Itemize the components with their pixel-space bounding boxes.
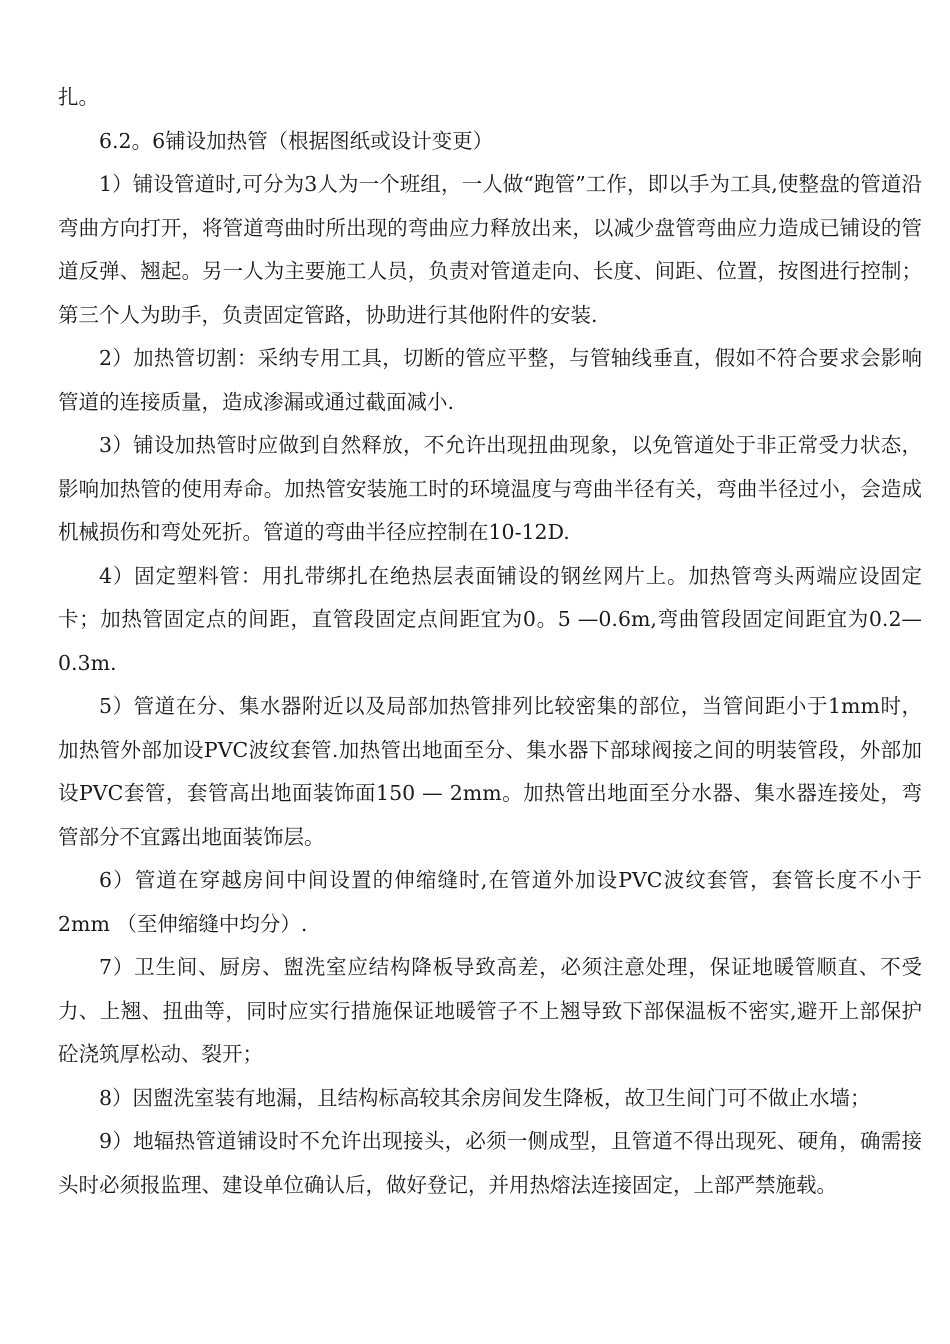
- paragraph-item-9: 9）地辐热管道铺设时不允许出现接头，必须一侧成型，且管道不得出现死、硬角，确需接头时必须报监理、建设单位确认后，做好登记，并用热熔法连接固定，上部严禁施载。: [58, 1129, 922, 1197]
- document-page: [58, 76, 922, 1207]
- paragraph-item-7: 7）卫生间、厨房、盥洗室应结构降板导致高差，必须注意处理，保证地暖管顺直、不受力、上翘、扭曲等，同时应实行措施保证地暖管子不上翘导致下部保温板不密实,避开上部保护砼浇筑厚松动、裂开；: [58, 955, 922, 1066]
- section-heading: 6.2。6铺设加热管（根据图纸或设计变更）: [99, 128, 494, 153]
- paragraph-item-1: 1）铺设管道时,可分为3人为一个班组，一人做“跑管”工作，即以手为工具,使整盘的管道沿弯曲方向打开，将管道弯曲时所出现的弯曲应力释放出来，以减少盘管弯曲应力造成已铺设的管道反弹、翘起。另一人为主要施工人员，负责对管道走向、长度、间距、位置，按图进行控制；第三个人为助手，负责固定管路，协助进行其他附件的安装.: [58, 172, 922, 327]
- paragraph-item-5: 5）管道在分、集水器附近以及局部加热管排列比较密集的部位，当管间距小于1mm时，加热管外部加设PVC波纹套管.加热管出地面至分、集水器下部球阀接之间的明装管段，外部加设PVC套管，套管高出地面装饰面150 — 2mm。加热管出地面至分水器、集水器连接处，弯管部分不宜露出地面装饰层。: [58, 694, 922, 849]
- paragraph-item-2: 2）加热管切割：采纳专用工具，切断的管应平整，与管轴线垂直，假如不符合要求会影响管道的连接质量，造成渗漏或通过截面减小.: [58, 346, 922, 414]
- paragraph-item-6: 6）管道在穿越房间中间设置的伸缩缝时,在管道外加设PVC波纹套管，套管长度不小于2mm （至伸缩缝中均分）.: [58, 868, 922, 936]
- paragraph-continuation: 扎。: [58, 85, 99, 109]
- paragraph-item-4: 4）固定塑料管：用扎带绑扎在绝热层表面铺设的钢丝网片上。加热管弯头两端应设固定卡；加热管固定点的间距，直管段固定点间距宜为0。5 —0.6m,弯曲管段固定间距宜为0.2— 0.3m.: [58, 563, 922, 675]
- paragraph-item-8: 8）因盥洗室装有地漏，且结构标高较其余房间发生降板，故卫生间门可不做止水墙；: [99, 1085, 871, 1110]
- paragraph-item-3: 3）铺设加热管时应做到自然释放，不允许出现扭曲现象，以免管道处于非正常受力状态，影响加热管的使用寿命。加热管安装施工时的环境温度与弯曲半径有关，弯曲半径过小，会造成机械损伤和弯处死折。管道的弯曲半径应控制在10-12D.: [58, 433, 922, 544]
